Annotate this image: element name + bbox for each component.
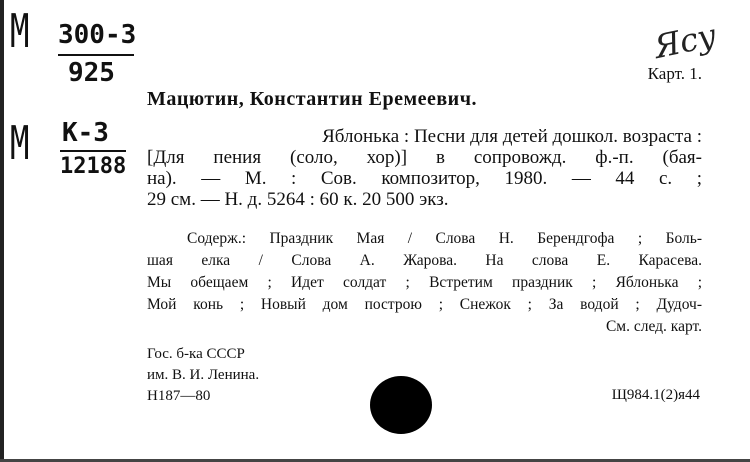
description-line: [Для пения (соло, хор)] в сопровожд. ф.-п. (бая- xyxy=(147,147,702,168)
handwritten-letter-2: М xyxy=(10,116,30,170)
description-line: на). — М. : Сов. композитор, 1980. — 44 с. ; xyxy=(147,168,702,189)
library-line: Гос. б-ка СССР xyxy=(147,346,245,362)
handwritten-code-2-bottom: 12188 xyxy=(60,154,127,179)
handwritten-code-2-top: К-3 xyxy=(62,118,109,148)
card-number-label: Карт. 1. xyxy=(647,64,702,83)
handwritten-letter-1: М xyxy=(10,4,30,58)
contents-line: Содерж.: Праздник Мая / Слова Н. Берендгофа ; Боль- xyxy=(187,230,702,247)
library-imprint xyxy=(147,344,259,407)
handwritten-signature: Ясу xyxy=(650,15,720,67)
bibliographic-description xyxy=(147,126,702,210)
author-heading: Мацютин, Константин Еремеевич. xyxy=(147,88,477,110)
handwritten-fraction-line-2 xyxy=(60,150,126,152)
description-line: 29 см. — Н. д. 5264 : 60 к. 20 500 экз. xyxy=(147,189,449,210)
card-left-edge xyxy=(0,0,4,462)
description-line: Яблонька : Песни для детей дошкол. возраста : xyxy=(322,126,702,147)
contents-line: Мы обещаем ; Идет солдат ; Встретим праздник ; Яблонька ; xyxy=(147,274,702,291)
contents-note xyxy=(147,228,702,338)
punch-hole xyxy=(370,376,432,434)
handwritten-code-1-bottom: 925 xyxy=(68,58,115,88)
classification-code: Щ984.1(2)я44 xyxy=(611,387,700,403)
continuation-note: См. след. карт. xyxy=(605,318,702,335)
library-line: им. В. И. Ленина. xyxy=(147,367,260,383)
contents-line: шая елка / Слова А. Жарова. На слова Е. Карасева. xyxy=(147,252,702,269)
contents-line: Мой конь ; Новый дом построю ; Снежок ; За водой ; Дудоч- xyxy=(147,296,702,313)
handwritten-code-1-top: 300-3 xyxy=(58,20,137,50)
library-line: Н187—80 xyxy=(147,388,211,404)
handwritten-fraction-line-1 xyxy=(58,54,134,56)
